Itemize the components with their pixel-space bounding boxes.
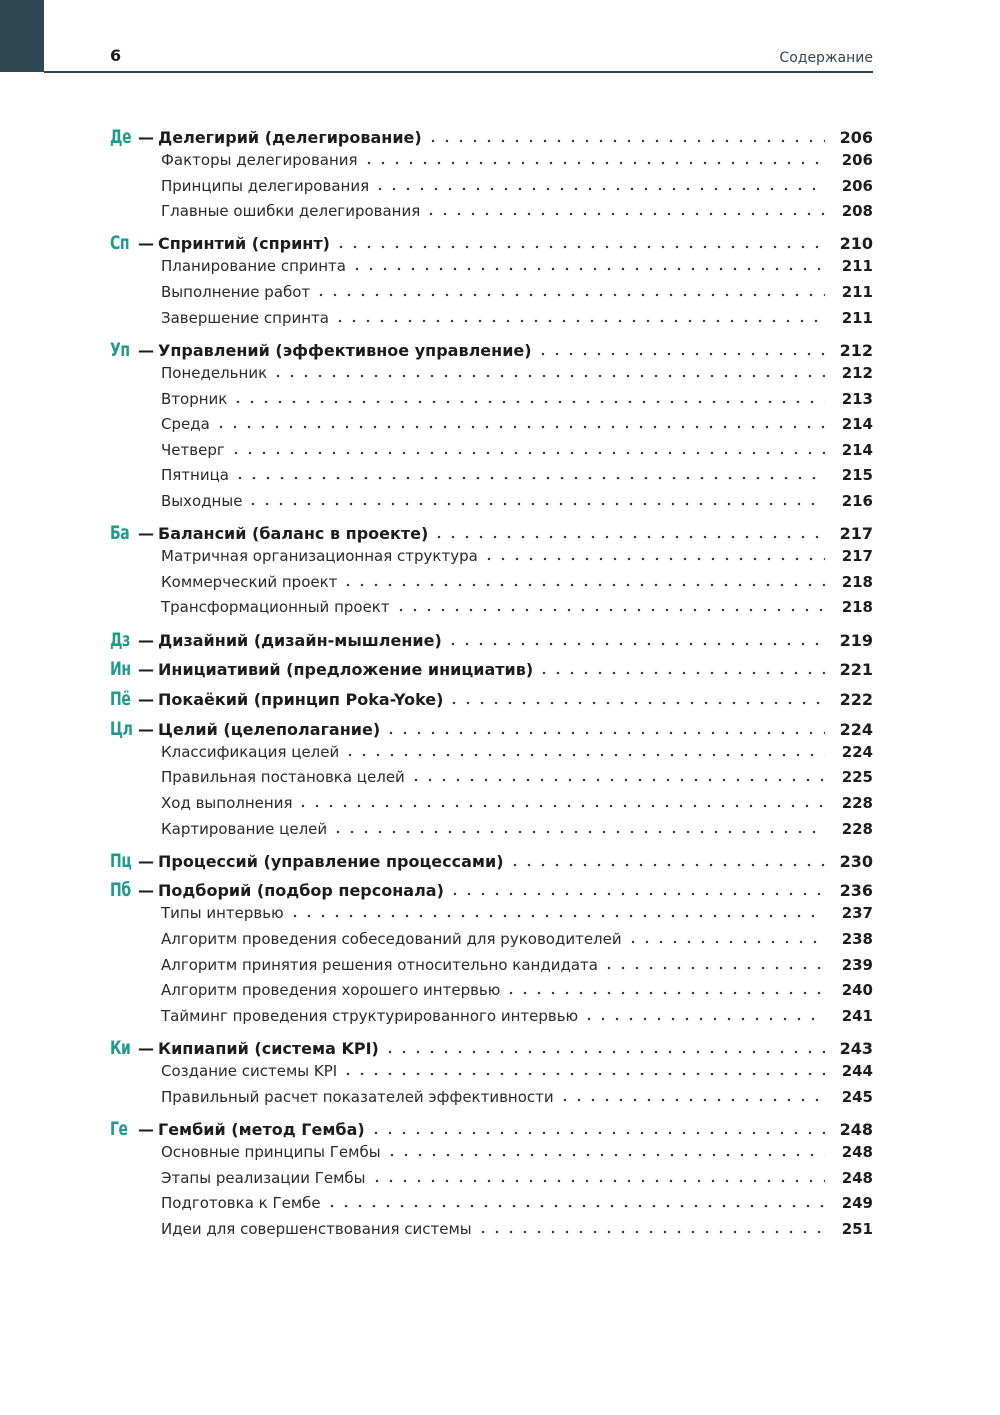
toc-chapter[interactable] xyxy=(110,1118,873,1143)
dash-separator: — xyxy=(138,660,154,680)
toc-subsection[interactable] xyxy=(110,1143,873,1169)
toc-chapter[interactable] xyxy=(110,718,873,743)
toc-subsection[interactable] xyxy=(110,415,873,441)
dash-separator: — xyxy=(138,719,154,739)
toc-subsection[interactable] xyxy=(110,768,873,794)
toc-subsection[interactable] xyxy=(110,547,873,573)
toc-subsection[interactable] xyxy=(110,1062,873,1088)
toc-subsection[interactable] xyxy=(110,390,873,416)
chapter-title: Спринтий (спринт) xyxy=(158,234,330,254)
dot-leader xyxy=(602,966,825,970)
toc-subsection[interactable] xyxy=(110,930,873,956)
chapter-code: Уп xyxy=(110,338,130,361)
subsection-title: Идеи для совершенствования системы xyxy=(161,1219,472,1238)
chapter-code: Ба xyxy=(110,522,130,545)
subsection-page-number: 206 xyxy=(841,176,873,195)
toc-subsection[interactable] xyxy=(110,956,873,982)
subsection-page-number: 228 xyxy=(841,793,873,812)
toc-subsection[interactable] xyxy=(110,1088,873,1114)
dot-leader xyxy=(369,1131,825,1135)
subsection-title: Создание системы KPI xyxy=(161,1062,338,1081)
dash-separator: — xyxy=(138,851,154,871)
dot-leader xyxy=(447,701,825,705)
dot-leader xyxy=(341,583,825,587)
subsection-title: Завершение спринта xyxy=(161,308,329,327)
chapter-title: Гембий (метод Гемба) xyxy=(158,1120,365,1139)
subsection-page-number: 249 xyxy=(841,1194,873,1213)
toc-chapter[interactable] xyxy=(110,879,873,904)
dot-leader xyxy=(333,319,825,323)
subsection-title: Главные ошибки делегирования xyxy=(161,202,421,221)
dot-leader xyxy=(446,642,825,646)
subsection-page-number: 214 xyxy=(841,440,873,459)
chapter-code: Сп xyxy=(110,232,130,255)
chapter-page-number: 212 xyxy=(839,340,873,360)
toc-subsection[interactable] xyxy=(110,573,873,599)
subsection-title: Правильная постановка целей xyxy=(161,768,405,787)
toc-subsection[interactable] xyxy=(110,981,873,1007)
toc-chapter[interactable] xyxy=(110,522,873,547)
dot-leader xyxy=(383,1050,825,1054)
dot-leader xyxy=(385,1153,825,1157)
toc-chapter[interactable] xyxy=(110,850,873,875)
subsection-title: Этапы реализации Гембы xyxy=(161,1168,366,1187)
toc-subsection[interactable] xyxy=(110,1194,873,1220)
chapter-title: Дизайний (дизайн-мышление) xyxy=(158,630,442,650)
chapter-page-number: 224 xyxy=(839,719,873,739)
subsection-title: Алгоритм принятия решения относительно кандидата xyxy=(161,955,598,974)
toc-chapter[interactable] xyxy=(110,1037,873,1062)
dot-leader xyxy=(288,914,825,918)
toc-chapter[interactable] xyxy=(110,232,873,257)
subsection-title: Правильный расчет показателей эффективности xyxy=(161,1087,554,1106)
subsection-title: Пятница xyxy=(161,466,229,485)
chapter-page-number: 217 xyxy=(839,524,873,544)
chapter-page-number: 221 xyxy=(839,660,873,680)
dash-separator: — xyxy=(138,1120,154,1139)
chapter-page-number: 219 xyxy=(839,630,873,650)
dot-leader xyxy=(558,1098,825,1102)
toc-subsection[interactable] xyxy=(110,309,873,335)
dot-leader xyxy=(482,557,825,561)
dot-leader xyxy=(504,991,825,995)
dot-leader xyxy=(536,352,825,356)
dot-leader xyxy=(626,940,825,944)
subsection-title: Основные принципы Гембы xyxy=(161,1143,381,1161)
subsection-page-number: 218 xyxy=(841,572,873,591)
subsection-page-number: 245 xyxy=(841,1087,873,1106)
subsection-page-number: 211 xyxy=(841,308,873,327)
dot-leader xyxy=(233,476,825,480)
toc-subsection[interactable] xyxy=(110,1220,873,1246)
chapter-title: Делегирий (делегирование) xyxy=(158,128,422,147)
toc-subsection[interactable] xyxy=(110,202,873,228)
dot-leader xyxy=(214,425,825,429)
dot-leader xyxy=(373,187,825,191)
dot-leader xyxy=(476,1230,825,1234)
subsection-title: Вторник xyxy=(161,389,228,408)
subsection-title: Алгоритм проведения хорошего интервью xyxy=(161,981,501,1000)
subsection-page-number: 239 xyxy=(841,955,873,974)
subsection-page-number: 215 xyxy=(841,466,873,485)
dash-separator: — xyxy=(138,234,154,254)
running-title: Содержание xyxy=(779,50,873,66)
toc-subsection[interactable] xyxy=(110,1169,873,1195)
dot-leader xyxy=(246,502,825,506)
toc-subsection[interactable] xyxy=(110,794,873,820)
subsection-page-number: 238 xyxy=(841,930,873,949)
toc-subsection[interactable] xyxy=(110,598,873,624)
chapter-code: Цл xyxy=(110,717,133,740)
chapter-title: Подборий (подбор персонала) xyxy=(158,881,444,901)
dot-leader xyxy=(331,830,825,834)
dash-separator: — xyxy=(138,1039,154,1059)
toc-subsection[interactable] xyxy=(110,492,873,518)
dot-leader xyxy=(394,608,825,612)
dot-leader xyxy=(508,863,825,867)
toc-chapter[interactable] xyxy=(110,658,873,683)
chapter-title: Инициативий (предложение инициатив) xyxy=(158,660,534,680)
dot-leader xyxy=(362,161,825,165)
chapter-code: Пб xyxy=(110,879,131,902)
chapter-page-number: 243 xyxy=(839,1039,873,1059)
dot-leader xyxy=(424,212,825,216)
dot-leader xyxy=(229,451,825,455)
subsection-page-number: 218 xyxy=(841,598,873,617)
chapter-page-number: 236 xyxy=(839,881,873,901)
dot-leader xyxy=(231,400,825,404)
subsection-page-number: 214 xyxy=(841,415,873,434)
toc-subsection[interactable] xyxy=(110,441,873,467)
subsection-page-number: 211 xyxy=(841,283,873,302)
dash-separator: — xyxy=(138,690,154,710)
chapter-page-number: 222 xyxy=(839,690,873,710)
chapter-page-number: 230 xyxy=(839,851,873,871)
dash-separator: — xyxy=(138,524,154,544)
subsection-page-number: 237 xyxy=(841,904,873,923)
toc-subsection[interactable] xyxy=(110,177,873,203)
toc-chapter[interactable] xyxy=(110,629,873,654)
chapter-code: Ин xyxy=(110,658,131,681)
chapter-page-number: 210 xyxy=(839,234,873,254)
toc-subsection[interactable] xyxy=(110,466,873,492)
subsection-page-number: 206 xyxy=(841,151,873,169)
subsection-title: Подготовка к Гембе xyxy=(161,1194,321,1213)
subsection-title: Четверг xyxy=(161,440,225,459)
subsection-page-number: 240 xyxy=(841,981,873,1000)
subsection-page-number: 217 xyxy=(841,547,873,566)
chapter-title: Процессий (управление процессами) xyxy=(158,851,504,871)
dash-separator: — xyxy=(138,881,154,901)
subsection-page-number: 225 xyxy=(841,768,873,787)
toc-subsection[interactable] xyxy=(110,820,873,846)
toc-subsection[interactable] xyxy=(110,743,873,769)
chapter-code: Пц xyxy=(110,849,132,872)
chapter-code: Ге xyxy=(110,1118,128,1140)
dot-leader xyxy=(582,1017,825,1021)
dot-leader xyxy=(271,374,825,378)
chapter-code: Дз xyxy=(110,628,130,651)
dot-leader xyxy=(537,671,825,675)
dot-leader xyxy=(426,139,825,143)
header-rule xyxy=(44,71,873,73)
chapter-page-number: 206 xyxy=(839,128,873,147)
chapter-code: Де xyxy=(110,126,132,148)
dot-leader xyxy=(370,1179,825,1183)
dot-leader xyxy=(296,804,825,808)
subsection-title: Выполнение работ xyxy=(161,283,311,302)
chapter-page-number: 248 xyxy=(839,1120,873,1139)
chapter-title: Целий (целеполагание) xyxy=(158,719,381,739)
dot-leader xyxy=(448,892,825,896)
subsection-title: Алгоритм проведения собеседований для руководителей xyxy=(161,930,622,949)
chapter-code: Пё xyxy=(110,688,131,711)
toc-subsection[interactable] xyxy=(110,257,873,283)
toc-subsection[interactable] xyxy=(110,364,873,390)
toc-chapter[interactable] xyxy=(110,688,873,713)
dot-leader xyxy=(334,245,825,249)
subsection-page-number: 224 xyxy=(841,742,873,761)
subsection-title: Трансформационный проект xyxy=(161,598,390,617)
toc-subsection[interactable] xyxy=(110,904,873,930)
subsection-title: Картирование целей xyxy=(161,819,328,838)
dot-leader xyxy=(350,267,825,271)
toc-subsection[interactable] xyxy=(110,1007,873,1033)
subsection-page-number: 248 xyxy=(841,1143,873,1161)
corner-color-block xyxy=(0,0,44,72)
dash-separator: — xyxy=(138,128,154,147)
subsection-title: Ход выполнения xyxy=(161,793,293,812)
subsection-page-number: 211 xyxy=(841,257,873,276)
chapter-title: Управлений (эффективное управление) xyxy=(158,340,532,360)
subsection-title: Типы интервью xyxy=(161,904,284,923)
chapter-title: Кипиапий (система KPI) xyxy=(158,1039,379,1059)
subsection-title: Факторы делегирования xyxy=(161,151,358,169)
subsection-title: Выходные xyxy=(161,491,243,510)
table-of-contents xyxy=(110,126,873,1245)
subsection-title: Планирование спринта xyxy=(161,257,346,276)
subsection-title: Принципы делегирования xyxy=(161,176,370,195)
subsection-title: Среда xyxy=(161,415,210,434)
dash-separator: — xyxy=(138,340,154,360)
subsection-title: Понедельник xyxy=(161,363,268,382)
dot-leader xyxy=(341,1072,825,1076)
page-number: 6 xyxy=(110,46,122,65)
subsection-page-number: 241 xyxy=(841,1006,873,1025)
subsection-page-number: 228 xyxy=(841,819,873,838)
toc-subsection[interactable] xyxy=(110,151,873,177)
subsection-title: Матричная организационная структура xyxy=(161,547,478,566)
subsection-page-number: 244 xyxy=(841,1062,873,1081)
subsection-page-number: 208 xyxy=(841,202,873,221)
dot-leader xyxy=(384,731,825,735)
dot-leader xyxy=(343,753,825,757)
toc-subsection[interactable] xyxy=(110,283,873,309)
toc-chapter[interactable] xyxy=(110,126,873,151)
dot-leader xyxy=(432,535,825,539)
chapter-title: Покаёкий (принцип Poka-Yoke) xyxy=(158,690,444,710)
dash-separator: — xyxy=(138,630,154,650)
chapter-code: Ки xyxy=(110,1037,131,1060)
dot-leader xyxy=(409,778,825,782)
subsection-page-number: 212 xyxy=(841,363,873,382)
dot-leader xyxy=(325,1204,825,1208)
subsection-page-number: 251 xyxy=(841,1219,873,1238)
subsection-title: Коммерческий проект xyxy=(161,572,338,591)
dot-leader xyxy=(314,293,825,297)
subsection-page-number: 248 xyxy=(841,1168,873,1187)
toc-chapter[interactable] xyxy=(110,339,873,364)
subsection-title: Тайминг проведения структурированного интервью xyxy=(161,1006,579,1025)
subsection-title: Классификация целей xyxy=(161,742,340,761)
subsection-page-number: 216 xyxy=(841,491,873,510)
chapter-title: Балансий (баланс в проекте) xyxy=(158,524,429,544)
subsection-page-number: 213 xyxy=(841,389,873,408)
